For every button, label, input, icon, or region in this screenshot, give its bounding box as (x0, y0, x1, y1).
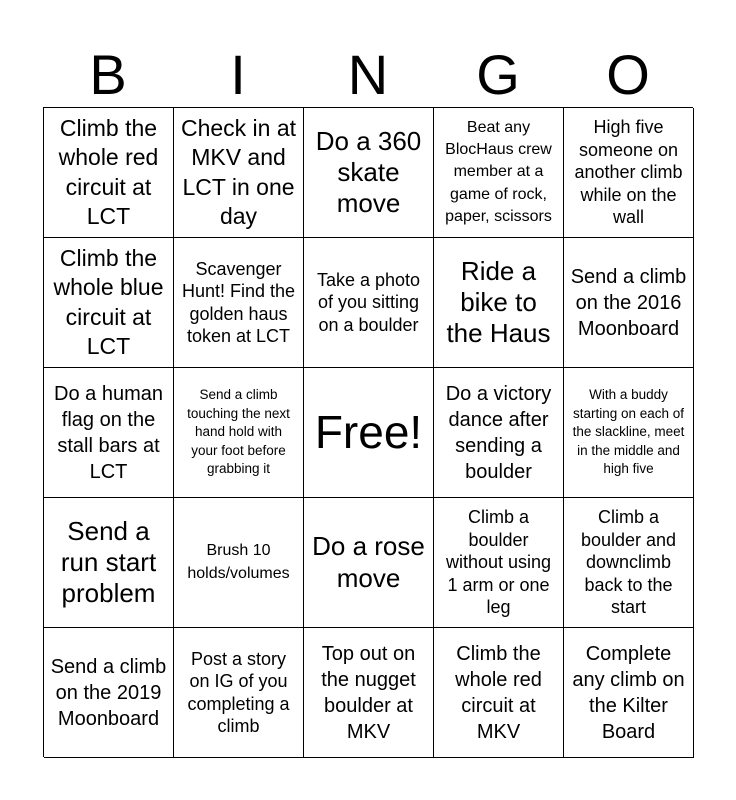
bingo-cell[interactable] (44, 238, 174, 368)
cell-text: Do a human flag on the stall bars at LCT (54, 382, 163, 483)
cell-text: Top out on the nugget boulder at MKV (321, 642, 416, 743)
bingo-cell[interactable] (434, 368, 564, 498)
cell-text: Do a rose move (312, 531, 425, 593)
cell-text: Check in at MKV and LCT in one day (180, 114, 297, 229)
free-space-cell[interactable] (304, 368, 434, 498)
header-letter-n: N (347, 43, 389, 106)
bingo-board (43, 107, 693, 757)
bingo-cell[interactable] (304, 238, 434, 368)
cell-text: Climb a boulder without using 1 arm or one leg (445, 507, 552, 618)
cell-text: Ride a bike to the Haus (446, 255, 551, 349)
bingo-cell[interactable] (304, 498, 434, 628)
cell-text: Take a photo of you sitting on a boulder (316, 269, 421, 335)
bingo-header (43, 40, 693, 110)
bingo-cell[interactable] (434, 108, 564, 238)
cell-text: Send a run start problem (60, 515, 157, 609)
bingo-cell[interactable] (44, 368, 174, 498)
cell-text: High five someone on another climb while on the wall (574, 117, 683, 228)
cell-text: Brush 10 holds/volumes (187, 542, 290, 582)
bingo-cell[interactable] (564, 238, 694, 368)
bingo-cell[interactable] (44, 628, 174, 758)
header-letter-o: O (606, 43, 650, 106)
bingo-cell[interactable] (44, 498, 174, 628)
cell-text: Post a story on IG of you completing a climb (187, 648, 290, 736)
free-space-text: Free! (314, 406, 423, 459)
bingo-cell[interactable] (174, 628, 304, 758)
cell-text: Do a 360 skate move (315, 125, 422, 219)
bingo-cell[interactable] (564, 498, 694, 628)
bingo-cell[interactable] (304, 628, 434, 758)
bingo-cell[interactable] (304, 108, 434, 238)
cell-text: Send a climb on the 2016 Moonboard (570, 265, 687, 340)
bingo-cell[interactable] (174, 368, 304, 498)
cell-text: Complete any climb on the Kilter Board (572, 642, 685, 743)
bingo-cell[interactable] (174, 498, 304, 628)
bingo-cell[interactable] (434, 628, 564, 758)
cell-text: Climb the whole blue circuit at LCT (53, 244, 164, 359)
cell-text: Climb the whole red circuit at MKV (455, 642, 542, 743)
bingo-cell[interactable] (174, 108, 304, 238)
header-letter-b: B (89, 43, 127, 106)
bingo-cell[interactable] (434, 238, 564, 368)
cell-text: With a buddy starting on each of the slackline, meet in the middle and high five (572, 386, 685, 477)
cell-text: Scavenger Hunt! Find the golden haus token at LCT (181, 258, 296, 346)
cell-text: Do a victory dance after sending a boulder (445, 382, 552, 483)
header-letter-g: G (476, 43, 520, 106)
header-letter-i: I (230, 43, 246, 106)
bingo-cell[interactable] (564, 628, 694, 758)
cell-text: Send a climb on the 2019 Moonboard (50, 655, 167, 730)
bingo-cell[interactable] (564, 368, 694, 498)
cell-text: Climb the whole red circuit at LCT (58, 114, 159, 229)
bingo-cell[interactable] (44, 108, 174, 238)
bingo-cell[interactable] (434, 498, 564, 628)
bingo-cell[interactable] (174, 238, 304, 368)
cell-text: Beat any BlocHaus crew member at a game of rock, paper, scissors (445, 118, 552, 226)
cell-text: Send a climb touching the next hand hold with your foot before grabbing it (187, 386, 290, 477)
bingo-cell[interactable] (564, 108, 694, 238)
cell-text: Climb a boulder and downclimb back to the start (580, 507, 677, 618)
